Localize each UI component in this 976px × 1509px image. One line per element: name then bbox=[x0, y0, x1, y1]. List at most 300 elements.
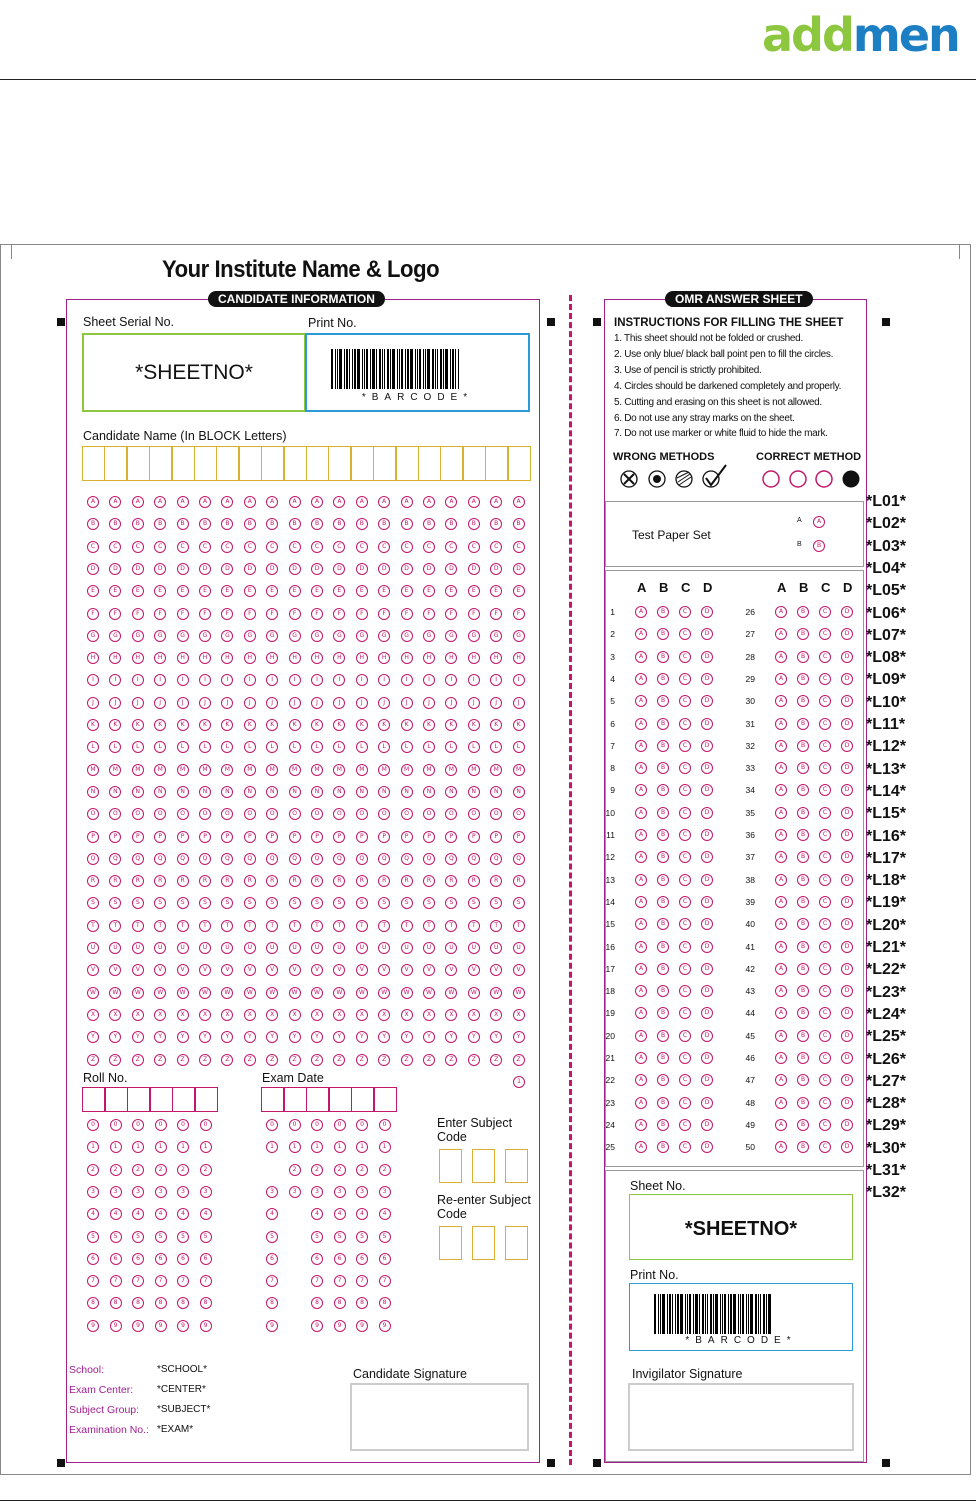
answer-bubble[interactable]: C bbox=[679, 651, 691, 663]
name-bubble[interactable]: I bbox=[490, 674, 502, 686]
answer-bubble[interactable]: B bbox=[797, 695, 809, 707]
name-bubble[interactable]: Z bbox=[333, 1054, 345, 1066]
name-bubble[interactable]: X bbox=[490, 1009, 502, 1021]
name-bubble[interactable]: Q bbox=[356, 853, 368, 865]
name-bubble[interactable]: O bbox=[266, 808, 278, 820]
name-bubble[interactable]: H bbox=[177, 652, 189, 664]
answer-bubble[interactable]: D bbox=[841, 1074, 853, 1086]
answer-bubble[interactable]: B bbox=[657, 762, 669, 774]
roll-bubble[interactable]: 3 bbox=[87, 1186, 99, 1198]
answer-bubble[interactable]: A bbox=[775, 762, 787, 774]
name-bubble[interactable]: K bbox=[244, 719, 256, 731]
date-bubble[interactable]: 4 bbox=[356, 1208, 368, 1220]
name-bubble[interactable]: N bbox=[154, 786, 166, 798]
name-bubble[interactable]: A bbox=[266, 496, 278, 508]
name-bubble[interactable]: A bbox=[199, 496, 211, 508]
name-bubble[interactable]: Q bbox=[311, 853, 323, 865]
name-bubble[interactable]: F bbox=[87, 608, 99, 620]
answer-bubble[interactable]: B bbox=[657, 807, 669, 819]
answer-bubble[interactable]: D bbox=[701, 1097, 713, 1109]
date-bubble[interactable]: 0 bbox=[289, 1119, 301, 1131]
roll-bubble[interactable]: 3 bbox=[177, 1186, 189, 1198]
answer-bubble[interactable]: C bbox=[819, 606, 831, 618]
date-digit-cell[interactable] bbox=[261, 1087, 284, 1112]
name-bubble[interactable]: S bbox=[154, 897, 166, 909]
name-bubble[interactable]: E bbox=[154, 585, 166, 597]
answer-bubble[interactable]: B bbox=[657, 1097, 669, 1109]
name-bubble[interactable]: T bbox=[378, 920, 390, 932]
name-bubble[interactable]: W bbox=[132, 987, 144, 999]
name-bubble[interactable]: A bbox=[289, 496, 301, 508]
answer-bubble[interactable]: A bbox=[635, 851, 647, 863]
roll-bubble[interactable]: 8 bbox=[110, 1297, 122, 1309]
name-bubble[interactable]: M bbox=[244, 764, 256, 776]
name-bubble[interactable]: D bbox=[423, 563, 435, 575]
name-bubble[interactable]: V bbox=[154, 964, 166, 976]
answer-bubble[interactable]: D bbox=[701, 918, 713, 930]
answer-bubble[interactable]: A bbox=[775, 1074, 787, 1086]
name-bubble[interactable]: H bbox=[333, 652, 345, 664]
roll-bubble[interactable]: 4 bbox=[177, 1208, 189, 1220]
name-bubble[interactable]: W bbox=[401, 987, 413, 999]
answer-bubble[interactable]: B bbox=[657, 606, 669, 618]
name-bubble[interactable]: K bbox=[378, 719, 390, 731]
name-bubble[interactable]: O bbox=[221, 808, 233, 820]
name-bubble[interactable]: I bbox=[109, 674, 121, 686]
name-bubble[interactable]: T bbox=[199, 920, 211, 932]
roll-bubble[interactable]: 4 bbox=[200, 1208, 212, 1220]
roll-bubble[interactable]: 0 bbox=[87, 1119, 99, 1131]
name-bubble[interactable]: T bbox=[87, 920, 99, 932]
answer-bubble[interactable]: C bbox=[679, 695, 691, 707]
answer-bubble[interactable]: B bbox=[797, 918, 809, 930]
name-bubble[interactable]: G bbox=[177, 630, 189, 642]
answer-bubble[interactable]: D bbox=[841, 918, 853, 930]
answer-bubble[interactable]: A bbox=[775, 851, 787, 863]
name-bubble[interactable]: Z bbox=[311, 1054, 323, 1066]
answer-bubble[interactable]: B bbox=[657, 695, 669, 707]
name-bubble[interactable]: Q bbox=[468, 853, 480, 865]
name-bubble[interactable]: R bbox=[154, 875, 166, 887]
name-bubble[interactable]: J bbox=[154, 697, 166, 709]
name-bubble[interactable]: R bbox=[132, 875, 144, 887]
name-bubble[interactable]: O bbox=[199, 808, 211, 820]
name-bubble[interactable]: R bbox=[221, 875, 233, 887]
answer-bubble[interactable]: D bbox=[701, 829, 713, 841]
name-bubble[interactable]: D bbox=[109, 563, 121, 575]
answer-bubble[interactable]: A bbox=[635, 695, 647, 707]
answer-bubble[interactable]: B bbox=[657, 1074, 669, 1086]
name-bubble[interactable]: E bbox=[378, 585, 390, 597]
name-bubble[interactable]: N bbox=[87, 786, 99, 798]
name-bubble[interactable]: C bbox=[401, 541, 413, 553]
name-letter-cell[interactable] bbox=[104, 446, 127, 481]
name-bubble[interactable]: X bbox=[468, 1009, 480, 1021]
name-bubble[interactable]: U bbox=[401, 942, 413, 954]
answer-bubble[interactable]: D bbox=[841, 1119, 853, 1131]
answer-bubble[interactable]: A bbox=[635, 963, 647, 975]
date-bubble[interactable]: 4 bbox=[311, 1208, 323, 1220]
answer-bubble[interactable]: A bbox=[775, 985, 787, 997]
name-bubble[interactable]: P bbox=[289, 831, 301, 843]
name-bubble[interactable]: E bbox=[445, 585, 457, 597]
answer-bubble[interactable]: C bbox=[679, 1052, 691, 1064]
answer-bubble[interactable]: B bbox=[657, 1141, 669, 1153]
name-bubble[interactable]: F bbox=[356, 608, 368, 620]
answer-bubble[interactable]: B bbox=[797, 851, 809, 863]
name-bubble[interactable]: M bbox=[109, 764, 121, 776]
name-bubble[interactable]: W bbox=[266, 987, 278, 999]
name-bubble[interactable]: G bbox=[244, 630, 256, 642]
name-bubble[interactable]: N bbox=[378, 786, 390, 798]
name-bubble[interactable]: H bbox=[311, 652, 323, 664]
name-bubble[interactable]: I bbox=[221, 674, 233, 686]
roll-bubble[interactable]: 1 bbox=[155, 1141, 167, 1153]
roll-bubble[interactable]: 8 bbox=[132, 1297, 144, 1309]
date-bubble[interactable]: 5 bbox=[334, 1231, 346, 1243]
roll-bubble[interactable]: 9 bbox=[200, 1320, 212, 1332]
date-bubble[interactable]: 5 bbox=[379, 1231, 391, 1243]
roll-bubble[interactable]: 2 bbox=[155, 1164, 167, 1176]
subject-code-cell[interactable] bbox=[505, 1226, 528, 1260]
roll-bubble[interactable]: 9 bbox=[87, 1320, 99, 1332]
name-bubble[interactable]: R bbox=[311, 875, 323, 887]
name-bubble[interactable]: M bbox=[356, 764, 368, 776]
answer-bubble[interactable]: B bbox=[657, 628, 669, 640]
name-bubble[interactable]: V bbox=[311, 964, 323, 976]
answer-bubble[interactable]: A bbox=[775, 1097, 787, 1109]
date-digit-cell[interactable] bbox=[374, 1087, 397, 1112]
roll-bubble[interactable]: 3 bbox=[110, 1186, 122, 1198]
name-bubble[interactable]: K bbox=[177, 719, 189, 731]
answer-bubble[interactable]: C bbox=[819, 963, 831, 975]
answer-bubble[interactable]: D bbox=[701, 985, 713, 997]
name-bubble[interactable]: X bbox=[445, 1009, 457, 1021]
name-bubble[interactable]: B bbox=[154, 518, 166, 530]
name-bubble[interactable]: Y bbox=[177, 1031, 189, 1043]
roll-bubble[interactable]: 2 bbox=[132, 1164, 144, 1176]
answer-bubble[interactable]: C bbox=[819, 628, 831, 640]
name-bubble[interactable]: A bbox=[423, 496, 435, 508]
name-bubble[interactable]: G bbox=[468, 630, 480, 642]
answer-bubble[interactable]: A bbox=[775, 896, 787, 908]
name-bubble[interactable]: R bbox=[109, 875, 121, 887]
name-bubble[interactable]: F bbox=[513, 608, 525, 620]
name-bubble[interactable]: Y bbox=[513, 1031, 525, 1043]
name-letter-cell[interactable] bbox=[127, 446, 150, 481]
name-bubble[interactable]: P bbox=[445, 831, 457, 843]
date-bubble[interactable]: 2 bbox=[311, 1164, 323, 1176]
name-bubble[interactable]: J bbox=[177, 697, 189, 709]
name-bubble[interactable]: O bbox=[109, 808, 121, 820]
name-bubble[interactable]: L bbox=[468, 741, 480, 753]
roll-bubble[interactable]: 8 bbox=[87, 1297, 99, 1309]
name-letter-cell[interactable] bbox=[463, 446, 486, 481]
name-bubble[interactable]: C bbox=[132, 541, 144, 553]
answer-bubble[interactable]: A bbox=[635, 985, 647, 997]
name-bubble[interactable]: X bbox=[333, 1009, 345, 1021]
name-bubble[interactable]: G bbox=[401, 630, 413, 642]
name-bubble[interactable]: H bbox=[468, 652, 480, 664]
name-bubble[interactable]: X bbox=[401, 1009, 413, 1021]
name-bubble[interactable]: O bbox=[311, 808, 323, 820]
name-bubble[interactable]: Z bbox=[513, 1054, 525, 1066]
answer-bubble[interactable]: B bbox=[657, 874, 669, 886]
name-bubble[interactable]: Q bbox=[378, 853, 390, 865]
name-bubble[interactable]: J bbox=[289, 697, 301, 709]
name-bubble[interactable]: S bbox=[311, 897, 323, 909]
roll-bubble[interactable]: 3 bbox=[132, 1186, 144, 1198]
date-bubble[interactable]: 9 bbox=[356, 1320, 368, 1332]
name-bubble[interactable]: B bbox=[244, 518, 256, 530]
answer-bubble[interactable]: A bbox=[635, 1052, 647, 1064]
answer-bubble[interactable]: D bbox=[701, 628, 713, 640]
name-bubble[interactable]: T bbox=[154, 920, 166, 932]
name-bubble[interactable]: R bbox=[445, 875, 457, 887]
name-bubble[interactable]: I bbox=[266, 674, 278, 686]
answer-bubble[interactable]: C bbox=[679, 673, 691, 685]
name-bubble[interactable]: Y bbox=[378, 1031, 390, 1043]
name-bubble[interactable]: R bbox=[490, 875, 502, 887]
roll-bubble[interactable]: 8 bbox=[177, 1297, 189, 1309]
name-bubble[interactable]: W bbox=[87, 987, 99, 999]
name-bubble[interactable]: C bbox=[423, 541, 435, 553]
name-bubble[interactable]: J bbox=[132, 697, 144, 709]
roll-bubble[interactable]: 0 bbox=[200, 1119, 212, 1131]
name-bubble[interactable]: W bbox=[468, 987, 480, 999]
answer-bubble[interactable]: B bbox=[797, 1030, 809, 1042]
name-bubble[interactable]: X bbox=[154, 1009, 166, 1021]
name-bubble[interactable]: C bbox=[221, 541, 233, 553]
roll-bubble[interactable]: 6 bbox=[200, 1253, 212, 1265]
name-bubble[interactable]: Q bbox=[333, 853, 345, 865]
answer-bubble[interactable]: D bbox=[841, 896, 853, 908]
subject-code-cell[interactable] bbox=[472, 1226, 495, 1260]
date-bubble[interactable]: 1 bbox=[311, 1141, 323, 1153]
name-bubble[interactable]: P bbox=[401, 831, 413, 843]
name-bubble[interactable]: X bbox=[289, 1009, 301, 1021]
date-bubble[interactable]: 8 bbox=[334, 1297, 346, 1309]
answer-bubble[interactable]: C bbox=[679, 1097, 691, 1109]
answer-bubble[interactable]: B bbox=[657, 963, 669, 975]
name-bubble[interactable]: A bbox=[490, 496, 502, 508]
answer-bubble[interactable]: C bbox=[679, 1030, 691, 1042]
name-bubble[interactable]: H bbox=[244, 652, 256, 664]
candidate-signature-box[interactable] bbox=[350, 1383, 529, 1451]
roll-bubble[interactable]: 4 bbox=[155, 1208, 167, 1220]
roll-digit-cell[interactable] bbox=[82, 1087, 105, 1112]
name-bubble[interactable]: V bbox=[356, 964, 368, 976]
name-bubble[interactable]: E bbox=[513, 585, 525, 597]
date-bubble[interactable]: 6 bbox=[311, 1253, 323, 1265]
name-bubble[interactable]: H bbox=[378, 652, 390, 664]
answer-bubble[interactable]: D bbox=[841, 985, 853, 997]
date-bubble[interactable]: 2 bbox=[379, 1164, 391, 1176]
name-bubble[interactable]: Y bbox=[401, 1031, 413, 1043]
answer-bubble[interactable]: B bbox=[657, 1007, 669, 1019]
roll-bubble[interactable]: 5 bbox=[177, 1231, 189, 1243]
name-bubble[interactable]: Z bbox=[132, 1054, 144, 1066]
answer-bubble[interactable]: A bbox=[635, 1007, 647, 1019]
name-bubble[interactable]: Y bbox=[356, 1031, 368, 1043]
name-bubble[interactable]: L bbox=[423, 741, 435, 753]
name-bubble[interactable]: Y bbox=[333, 1031, 345, 1043]
answer-bubble[interactable]: C bbox=[679, 985, 691, 997]
name-bubble[interactable]: G bbox=[490, 630, 502, 642]
name-bubble[interactable]: K bbox=[423, 719, 435, 731]
answer-bubble[interactable]: C bbox=[679, 896, 691, 908]
name-bubble[interactable]: Z bbox=[356, 1054, 368, 1066]
answer-bubble[interactable]: A bbox=[635, 673, 647, 685]
name-bubble[interactable]: U bbox=[490, 942, 502, 954]
answer-bubble[interactable]: C bbox=[679, 606, 691, 618]
name-bubble[interactable]: X bbox=[87, 1009, 99, 1021]
name-bubble[interactable]: R bbox=[87, 875, 99, 887]
name-bubble[interactable]: U bbox=[154, 942, 166, 954]
answer-bubble[interactable]: C bbox=[819, 784, 831, 796]
answer-bubble[interactable]: B bbox=[797, 784, 809, 796]
name-bubble[interactable]: W bbox=[423, 987, 435, 999]
date-bubble[interactable]: 1 bbox=[266, 1141, 278, 1153]
name-bubble[interactable]: W bbox=[378, 987, 390, 999]
name-bubble[interactable]: H bbox=[445, 652, 457, 664]
name-bubble[interactable]: K bbox=[154, 719, 166, 731]
roll-bubble[interactable]: 7 bbox=[155, 1275, 167, 1287]
name-bubble[interactable]: T bbox=[109, 920, 121, 932]
name-bubble[interactable]: T bbox=[401, 920, 413, 932]
answer-bubble[interactable]: C bbox=[819, 695, 831, 707]
name-bubble[interactable]: C bbox=[378, 541, 390, 553]
name-bubble[interactable]: L bbox=[87, 741, 99, 753]
answer-bubble[interactable]: C bbox=[819, 1030, 831, 1042]
name-bubble[interactable]: I bbox=[289, 674, 301, 686]
name-bubble[interactable]: M bbox=[311, 764, 323, 776]
answer-bubble[interactable]: C bbox=[679, 762, 691, 774]
name-bubble[interactable]: N bbox=[468, 786, 480, 798]
name-bubble[interactable]: F bbox=[490, 608, 502, 620]
answer-bubble[interactable]: C bbox=[679, 851, 691, 863]
name-bubble[interactable]: M bbox=[333, 764, 345, 776]
answer-bubble[interactable]: D bbox=[701, 851, 713, 863]
name-bubble[interactable]: L bbox=[401, 741, 413, 753]
roll-bubble[interactable]: 7 bbox=[110, 1275, 122, 1287]
name-bubble[interactable]: T bbox=[289, 920, 301, 932]
name-bubble[interactable]: H bbox=[154, 652, 166, 664]
name-bubble[interactable]: V bbox=[378, 964, 390, 976]
name-bubble[interactable]: C bbox=[468, 541, 480, 553]
name-bubble[interactable]: A bbox=[513, 496, 525, 508]
name-bubble[interactable]: L bbox=[445, 741, 457, 753]
name-bubble[interactable]: O bbox=[401, 808, 413, 820]
roll-bubble[interactable]: 7 bbox=[177, 1275, 189, 1287]
name-bubble[interactable]: L bbox=[177, 741, 189, 753]
answer-bubble[interactable]: D bbox=[841, 1141, 853, 1153]
name-bubble[interactable]: F bbox=[445, 608, 457, 620]
name-bubble[interactable]: P bbox=[87, 831, 99, 843]
name-bubble[interactable]: L bbox=[132, 741, 144, 753]
name-bubble[interactable]: E bbox=[490, 585, 502, 597]
name-bubble[interactable]: M bbox=[87, 764, 99, 776]
name-letter-cell[interactable] bbox=[284, 446, 307, 481]
answer-bubble[interactable]: C bbox=[819, 740, 831, 752]
name-bubble[interactable]: P bbox=[468, 831, 480, 843]
name-bubble[interactable]: J bbox=[221, 697, 233, 709]
name-bubble[interactable]: X bbox=[423, 1009, 435, 1021]
test-set-bubble[interactable]: A bbox=[813, 516, 825, 528]
answer-bubble[interactable]: D bbox=[701, 941, 713, 953]
name-bubble[interactable]: Q bbox=[87, 853, 99, 865]
answer-bubble[interactable]: A bbox=[775, 874, 787, 886]
answer-bubble[interactable]: B bbox=[797, 673, 809, 685]
answer-bubble[interactable]: A bbox=[635, 628, 647, 640]
name-bubble[interactable]: N bbox=[356, 786, 368, 798]
name-bubble[interactable]: G bbox=[109, 630, 121, 642]
name-bubble[interactable]: U bbox=[468, 942, 480, 954]
name-bubble[interactable]: L bbox=[333, 741, 345, 753]
name-bubble[interactable]: B bbox=[177, 518, 189, 530]
name-bubble[interactable]: F bbox=[244, 608, 256, 620]
name-bubble[interactable]: I bbox=[401, 674, 413, 686]
name-bubble[interactable]: T bbox=[132, 920, 144, 932]
name-bubble[interactable]: J bbox=[401, 697, 413, 709]
name-bubble[interactable]: C bbox=[244, 541, 256, 553]
name-bubble[interactable]: Q bbox=[490, 853, 502, 865]
name-bubble[interactable]: V bbox=[87, 964, 99, 976]
roll-bubble[interactable]: 0 bbox=[132, 1119, 144, 1131]
answer-bubble[interactable]: A bbox=[775, 829, 787, 841]
name-bubble[interactable]: O bbox=[356, 808, 368, 820]
name-bubble[interactable]: V bbox=[221, 964, 233, 976]
name-bubble[interactable]: M bbox=[468, 764, 480, 776]
name-bubble[interactable]: K bbox=[445, 719, 457, 731]
roll-bubble[interactable]: 7 bbox=[200, 1275, 212, 1287]
name-bubble[interactable]: H bbox=[109, 652, 121, 664]
name-bubble[interactable]: P bbox=[199, 831, 211, 843]
answer-bubble[interactable]: A bbox=[635, 606, 647, 618]
date-bubble[interactable]: 6 bbox=[379, 1253, 391, 1265]
date-bubble[interactable]: 9 bbox=[379, 1320, 391, 1332]
name-bubble[interactable]: D bbox=[490, 563, 502, 575]
name-bubble[interactable]: U bbox=[311, 942, 323, 954]
name-bubble[interactable]: J bbox=[244, 697, 256, 709]
name-bubble[interactable]: I bbox=[445, 674, 457, 686]
name-bubble[interactable]: F bbox=[333, 608, 345, 620]
date-bubble[interactable]: 2 bbox=[334, 1164, 346, 1176]
name-bubble[interactable]: C bbox=[266, 541, 278, 553]
name-bubble[interactable]: K bbox=[132, 719, 144, 731]
name-bubble[interactable]: R bbox=[266, 875, 278, 887]
name-letter-cell[interactable] bbox=[194, 446, 217, 481]
answer-bubble[interactable]: D bbox=[841, 762, 853, 774]
name-bubble[interactable]: B bbox=[401, 518, 413, 530]
name-bubble[interactable]: V bbox=[445, 964, 457, 976]
name-letter-cell[interactable] bbox=[261, 446, 284, 481]
name-bubble[interactable]: G bbox=[513, 630, 525, 642]
name-bubble[interactable]: Z bbox=[423, 1054, 435, 1066]
name-bubble[interactable]: F bbox=[132, 608, 144, 620]
name-bubble[interactable]: D bbox=[266, 563, 278, 575]
name-bubble[interactable]: U bbox=[356, 942, 368, 954]
answer-bubble[interactable]: C bbox=[679, 874, 691, 886]
name-bubble[interactable]: H bbox=[423, 652, 435, 664]
name-bubble[interactable]: U bbox=[109, 942, 121, 954]
name-bubble[interactable]: G bbox=[221, 630, 233, 642]
answer-bubble[interactable]: D bbox=[701, 762, 713, 774]
date-bubble[interactable]: 2 bbox=[356, 1164, 368, 1176]
name-bubble[interactable]: H bbox=[132, 652, 144, 664]
date-bubble[interactable]: 5 bbox=[266, 1231, 278, 1243]
answer-bubble[interactable]: B bbox=[657, 896, 669, 908]
